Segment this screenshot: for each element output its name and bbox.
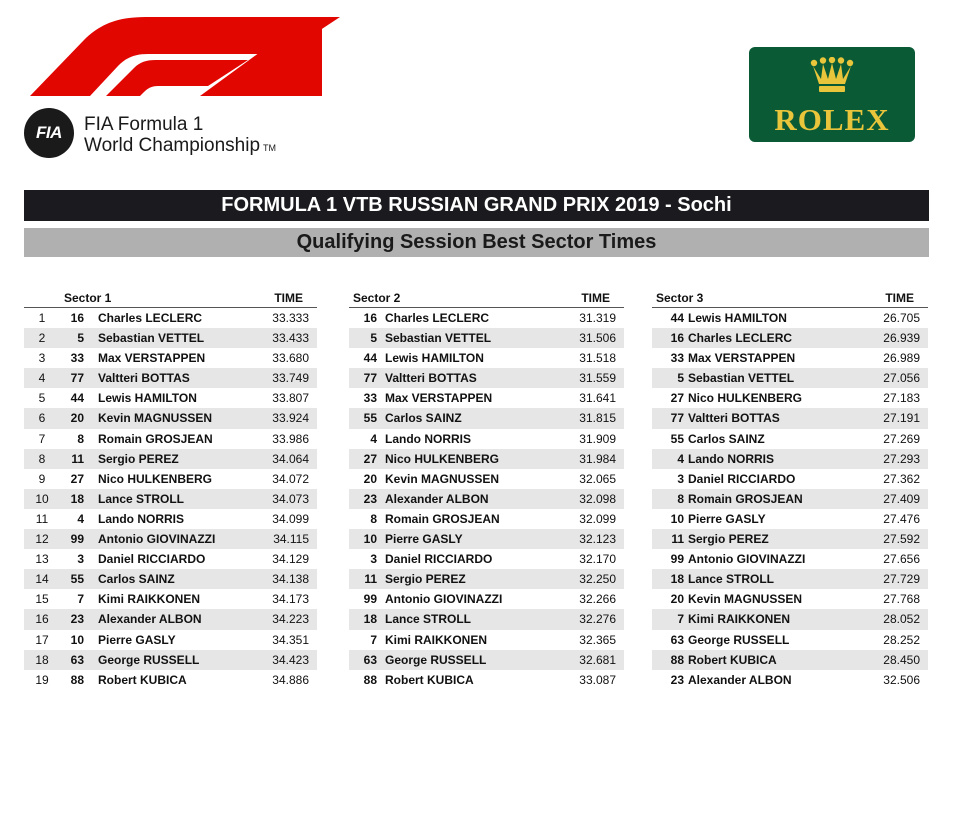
car-number-cell: 20 bbox=[70, 411, 84, 426]
table-row bbox=[652, 589, 928, 609]
time-cell: 27.729 bbox=[883, 572, 920, 587]
position-cell: 8 bbox=[38, 451, 46, 466]
time-cell: 32.170 bbox=[579, 552, 616, 567]
car-number-cell: 3 bbox=[77, 552, 84, 567]
time-cell: 34.073 bbox=[272, 491, 309, 506]
driver-name-cell: Pierre GASLY bbox=[385, 532, 463, 547]
time-cell: 34.115 bbox=[273, 532, 309, 547]
rolex-logo bbox=[749, 47, 915, 142]
time-cell: 33.807 bbox=[272, 391, 309, 406]
position-cell: 11 bbox=[35, 511, 49, 526]
driver-name-cell: Romain GROSJEAN bbox=[385, 511, 500, 526]
driver-name-cell: Sergio PEREZ bbox=[98, 451, 179, 466]
driver-name-cell: Robert KUBICA bbox=[385, 672, 474, 687]
table-row bbox=[652, 308, 928, 328]
sector-name: Sector 2 bbox=[353, 291, 401, 305]
car-number-cell: 77 bbox=[363, 371, 377, 386]
time-cell: 32.123 bbox=[579, 532, 616, 547]
time-cell: 31.319 bbox=[579, 311, 616, 325]
car-number-cell: 7 bbox=[677, 612, 684, 627]
table-row bbox=[24, 549, 317, 569]
table-row bbox=[349, 670, 624, 690]
time-cell: 32.266 bbox=[579, 592, 616, 607]
table-row bbox=[24, 328, 317, 348]
car-number-cell: 99 bbox=[363, 592, 377, 607]
car-number-cell: 3 bbox=[677, 471, 684, 486]
driver-name-cell: Sebastian VETTEL bbox=[98, 331, 205, 346]
time-cell: 27.592 bbox=[883, 532, 920, 547]
time-cell: 27.476 bbox=[883, 511, 920, 526]
time-cell: 32.365 bbox=[579, 632, 616, 647]
driver-name-cell: Romain GROSJEAN bbox=[98, 431, 213, 446]
fia-trademark: TM bbox=[263, 143, 277, 153]
time-cell: 28.450 bbox=[883, 652, 920, 667]
table-row bbox=[349, 388, 624, 408]
table-row bbox=[24, 609, 317, 629]
car-number-cell: 99 bbox=[70, 532, 84, 547]
driver-name-cell: Romain GROSJEAN bbox=[688, 491, 803, 506]
sector-rows bbox=[349, 308, 624, 690]
sector-3-table bbox=[652, 289, 928, 690]
time-cell: 33.087 bbox=[579, 672, 616, 687]
table-row bbox=[24, 469, 317, 489]
driver-name-cell: Lance STROLL bbox=[688, 572, 775, 587]
table-row bbox=[349, 449, 624, 469]
car-number-cell: 8 bbox=[370, 511, 377, 526]
table-row bbox=[652, 348, 928, 368]
position-cell: 17 bbox=[35, 632, 49, 647]
time-cell: 34.223 bbox=[272, 612, 309, 627]
driver-name-cell: Lando NORRIS bbox=[385, 431, 471, 446]
driver-name-cell: Sebastian VETTEL bbox=[385, 331, 492, 346]
fia-branding bbox=[24, 108, 354, 162]
time-cell: 28.252 bbox=[883, 632, 920, 647]
car-number-cell: 4 bbox=[370, 431, 377, 446]
car-number-cell: 23 bbox=[363, 491, 377, 506]
table-row bbox=[652, 429, 928, 449]
driver-name-cell: Kimi RAIKKONEN bbox=[385, 632, 488, 647]
sector-name: Sector 1 bbox=[64, 291, 112, 305]
table-row bbox=[24, 489, 317, 509]
time-cell: 27.293 bbox=[883, 451, 920, 466]
car-number-cell: 20 bbox=[670, 592, 684, 607]
driver-name-cell: Nico HULKENBERG bbox=[688, 391, 803, 406]
time-cell: 33.433 bbox=[272, 331, 309, 346]
time-cell: 32.681 bbox=[579, 652, 616, 667]
table-row bbox=[349, 469, 624, 489]
table-row bbox=[24, 388, 317, 408]
car-number-cell: 55 bbox=[670, 431, 684, 446]
driver-name-cell: George RUSSELL bbox=[385, 652, 487, 667]
table-row bbox=[349, 569, 624, 589]
driver-name-cell: Antonio GIOVINAZZI bbox=[385, 592, 503, 607]
driver-name-cell: Max VERSTAPPEN bbox=[688, 351, 796, 366]
f1-logo-icon bbox=[22, 14, 342, 96]
car-number-cell: 18 bbox=[363, 612, 377, 627]
table-row bbox=[24, 429, 317, 449]
fia-line1: FIA Formula 1 bbox=[84, 114, 204, 135]
driver-name-cell: Lando NORRIS bbox=[688, 451, 774, 466]
table-row bbox=[24, 408, 317, 428]
table-row bbox=[24, 630, 317, 650]
car-number-cell: 27 bbox=[70, 471, 84, 486]
driver-name-cell: Valtteri BOTTAS bbox=[98, 371, 190, 386]
car-number-cell: 18 bbox=[70, 491, 84, 506]
table-row bbox=[652, 449, 928, 469]
driver-name-cell: George RUSSELL bbox=[688, 632, 790, 647]
time-cell: 27.269 bbox=[883, 431, 920, 446]
car-number-cell: 11 bbox=[364, 572, 377, 587]
table-row bbox=[652, 650, 928, 670]
time-cell: 27.191 bbox=[883, 411, 920, 426]
table-row bbox=[24, 650, 317, 670]
time-cell: 27.183 bbox=[883, 391, 920, 406]
table-row bbox=[24, 569, 317, 589]
driver-name-cell: Lewis HAMILTON bbox=[98, 391, 197, 406]
position-cell: 2 bbox=[38, 331, 46, 346]
driver-name-cell: Alexander ALBON bbox=[688, 672, 792, 687]
sector-2-table bbox=[349, 289, 624, 690]
table-row bbox=[652, 388, 928, 408]
car-number-cell: 33 bbox=[70, 351, 84, 366]
car-number-cell: 5 bbox=[370, 331, 377, 346]
driver-name-cell: Lance STROLL bbox=[98, 491, 185, 506]
table-row bbox=[349, 509, 624, 529]
car-number-cell: 7 bbox=[77, 592, 84, 607]
car-number-cell: 10 bbox=[670, 511, 684, 526]
driver-name-cell: Carlos SAINZ bbox=[98, 572, 175, 587]
table-row bbox=[349, 368, 624, 388]
car-number-cell: 99 bbox=[670, 552, 684, 567]
table-row bbox=[349, 489, 624, 509]
driver-name-cell: Sergio PEREZ bbox=[688, 532, 769, 547]
table-row bbox=[652, 630, 928, 650]
car-number-cell: 44 bbox=[363, 351, 377, 366]
time-cell: 31.984 bbox=[579, 451, 616, 466]
driver-name-cell: Kimi RAIKKONEN bbox=[98, 592, 201, 607]
time-cell: 31.506 bbox=[579, 331, 616, 346]
driver-name-cell: Max VERSTAPPEN bbox=[98, 351, 206, 366]
table-row bbox=[652, 328, 928, 348]
table-row bbox=[24, 589, 317, 609]
table-row bbox=[652, 549, 928, 569]
driver-name-cell: Sergio PEREZ bbox=[385, 572, 466, 587]
car-number-cell: 8 bbox=[677, 491, 684, 506]
time-cell: 31.815 bbox=[579, 411, 616, 426]
car-number-cell: 4 bbox=[77, 511, 84, 526]
car-number-cell: 63 bbox=[363, 652, 377, 667]
table-row bbox=[24, 529, 317, 549]
fia-emblem-text: FIA bbox=[36, 123, 62, 142]
table-row bbox=[652, 469, 928, 489]
car-number-cell: 10 bbox=[70, 632, 84, 647]
time-column-header: TIME bbox=[581, 291, 610, 305]
car-number-cell: 23 bbox=[70, 612, 84, 627]
time-cell: 34.064 bbox=[272, 451, 309, 466]
fia-wordmark bbox=[84, 114, 276, 159]
car-number-cell: 55 bbox=[363, 411, 377, 426]
time-cell: 32.506 bbox=[883, 672, 920, 687]
time-column-header: TIME bbox=[274, 291, 303, 305]
driver-name-cell: Daniel RICCIARDO bbox=[98, 552, 206, 567]
driver-name-cell: Lance STROLL bbox=[385, 612, 472, 627]
table-row bbox=[652, 670, 928, 690]
time-cell: 32.250 bbox=[579, 572, 616, 587]
time-cell: 34.138 bbox=[272, 572, 309, 587]
time-cell: 27.768 bbox=[883, 592, 920, 607]
time-cell: 34.886 bbox=[272, 672, 309, 687]
sector-header bbox=[652, 289, 928, 308]
fia-line2: World Championship bbox=[84, 135, 261, 156]
car-number-cell: 88 bbox=[70, 672, 84, 687]
car-number-cell: 8 bbox=[77, 431, 84, 446]
table-row bbox=[652, 509, 928, 529]
sector-name: Sector 3 bbox=[656, 291, 704, 305]
driver-name-cell: Nico HULKENBERG bbox=[98, 471, 213, 486]
table-row bbox=[24, 670, 317, 690]
driver-name-cell: Antonio GIOVINAZZI bbox=[98, 532, 216, 547]
driver-name-cell: Robert KUBICA bbox=[688, 652, 777, 667]
table-row bbox=[24, 368, 317, 388]
time-cell: 33.680 bbox=[272, 351, 309, 366]
position-cell: 9 bbox=[38, 471, 46, 486]
position-cell: 14 bbox=[35, 572, 49, 587]
car-number-cell: 11 bbox=[671, 532, 684, 547]
car-number-cell: 44 bbox=[70, 391, 84, 406]
driver-name-cell: Antonio GIOVINAZZI bbox=[688, 552, 806, 567]
driver-name-cell: Nico HULKENBERG bbox=[385, 451, 500, 466]
time-cell: 32.065 bbox=[579, 471, 616, 486]
time-cell: 27.362 bbox=[883, 471, 920, 486]
driver-name-cell: Lando NORRIS bbox=[98, 511, 184, 526]
car-number-cell: 27 bbox=[363, 451, 377, 466]
car-number-cell: 63 bbox=[70, 652, 84, 667]
driver-name-cell: Kevin MAGNUSSEN bbox=[688, 592, 803, 607]
position-cell: 6 bbox=[38, 411, 46, 426]
position-cell: 3 bbox=[38, 351, 46, 366]
driver-name-cell: Sebastian VETTEL bbox=[688, 371, 795, 386]
driver-name-cell: Robert KUBICA bbox=[98, 672, 187, 687]
position-cell: 1 bbox=[38, 311, 46, 325]
time-cell: 34.423 bbox=[272, 652, 309, 667]
time-cell: 32.099 bbox=[579, 511, 616, 526]
driver-name-cell: Max VERSTAPPEN bbox=[385, 391, 493, 406]
table-row bbox=[349, 308, 624, 328]
driver-name-cell: Lewis HAMILTON bbox=[688, 311, 787, 325]
table-row bbox=[24, 308, 317, 328]
position-cell: 10 bbox=[35, 491, 49, 506]
table-row bbox=[652, 489, 928, 509]
position-cell: 19 bbox=[35, 672, 49, 687]
table-row bbox=[652, 368, 928, 388]
table-row bbox=[24, 348, 317, 368]
car-number-cell: 16 bbox=[70, 311, 84, 325]
driver-name-cell: Charles LECLERC bbox=[688, 331, 793, 346]
position-cell: 5 bbox=[38, 391, 46, 406]
car-number-cell: 11 bbox=[71, 451, 84, 466]
driver-name-cell: Charles LECLERC bbox=[385, 311, 490, 325]
time-cell: 34.129 bbox=[272, 552, 309, 567]
time-cell: 33.986 bbox=[272, 431, 309, 446]
table-row bbox=[652, 408, 928, 428]
sector-1-table bbox=[24, 289, 317, 690]
car-number-cell: 33 bbox=[670, 351, 684, 366]
table-row bbox=[349, 630, 624, 650]
time-cell: 34.099 bbox=[272, 511, 309, 526]
car-number-cell: 27 bbox=[670, 391, 684, 406]
sector-header bbox=[349, 289, 624, 308]
car-number-cell: 88 bbox=[670, 652, 684, 667]
table-row bbox=[349, 549, 624, 569]
car-number-cell: 20 bbox=[363, 471, 377, 486]
driver-name-cell: Daniel RICCIARDO bbox=[688, 471, 796, 486]
time-cell: 32.098 bbox=[579, 491, 616, 506]
driver-name-cell: Kevin MAGNUSSEN bbox=[98, 411, 213, 426]
car-number-cell: 10 bbox=[363, 532, 377, 547]
time-cell: 34.351 bbox=[272, 632, 309, 647]
table-row bbox=[349, 650, 624, 670]
position-cell: 15 bbox=[35, 592, 49, 607]
table-row bbox=[652, 529, 928, 549]
time-cell: 31.641 bbox=[579, 391, 616, 406]
car-number-cell: 7 bbox=[370, 632, 377, 647]
time-cell: 31.559 bbox=[579, 371, 616, 386]
driver-name-cell: Carlos SAINZ bbox=[688, 431, 765, 446]
car-number-cell: 44 bbox=[670, 311, 684, 325]
sector-rows bbox=[24, 308, 317, 690]
time-cell: 33.333 bbox=[272, 311, 309, 325]
position-cell: 4 bbox=[38, 371, 46, 386]
car-number-cell: 3 bbox=[370, 552, 377, 567]
crown-icon bbox=[810, 57, 854, 93]
car-number-cell: 16 bbox=[363, 311, 377, 325]
driver-name-cell: Daniel RICCIARDO bbox=[385, 552, 493, 567]
time-cell: 27.409 bbox=[883, 491, 920, 506]
time-cell: 34.072 bbox=[272, 471, 309, 486]
table-row bbox=[349, 589, 624, 609]
time-column-header: TIME bbox=[885, 291, 914, 305]
table-row bbox=[24, 509, 317, 529]
rolex-wordmark: ROLEX bbox=[774, 102, 890, 137]
time-cell: 32.276 bbox=[579, 612, 616, 627]
car-number-cell: 63 bbox=[670, 632, 684, 647]
table-row bbox=[349, 609, 624, 629]
driver-name-cell: Valtteri BOTTAS bbox=[688, 411, 780, 426]
time-cell: 31.909 bbox=[579, 431, 616, 446]
car-number-cell: 16 bbox=[670, 331, 684, 346]
driver-name-cell: Alexander ALBON bbox=[385, 491, 489, 506]
time-cell: 33.924 bbox=[272, 411, 309, 426]
table-row bbox=[24, 449, 317, 469]
position-cell: 13 bbox=[35, 552, 49, 567]
position-cell: 18 bbox=[35, 652, 49, 667]
car-number-cell: 23 bbox=[670, 672, 684, 687]
car-number-cell: 5 bbox=[677, 371, 684, 386]
car-number-cell: 77 bbox=[670, 411, 684, 426]
time-cell: 27.656 bbox=[883, 552, 920, 567]
table-row bbox=[652, 609, 928, 629]
time-cell: 33.749 bbox=[272, 371, 309, 386]
table-row bbox=[652, 569, 928, 589]
time-cell: 34.173 bbox=[272, 592, 309, 607]
table-row bbox=[349, 328, 624, 348]
driver-name-cell: Pierre GASLY bbox=[98, 632, 176, 647]
car-number-cell: 5 bbox=[77, 331, 84, 346]
sector-header bbox=[24, 289, 317, 308]
table-row bbox=[349, 529, 624, 549]
driver-name-cell: Kevin MAGNUSSEN bbox=[385, 471, 500, 486]
page-title: FORMULA 1 VTB RUSSIAN GRAND PRIX 2019 - Sochi bbox=[24, 190, 929, 221]
position-cell: 7 bbox=[38, 431, 46, 446]
time-cell: 26.939 bbox=[883, 331, 920, 346]
fia-emblem-icon bbox=[24, 108, 74, 158]
car-number-cell: 55 bbox=[70, 572, 84, 587]
position-cell: 16 bbox=[35, 612, 49, 627]
position-cell: 12 bbox=[35, 532, 49, 547]
time-cell: 27.056 bbox=[883, 371, 920, 386]
sector-rows bbox=[652, 308, 928, 690]
driver-name-cell: Valtteri BOTTAS bbox=[385, 371, 477, 386]
car-number-cell: 77 bbox=[70, 371, 84, 386]
page-subtitle: Qualifying Session Best Sector Times bbox=[24, 228, 929, 257]
driver-name-cell: Lewis HAMILTON bbox=[385, 351, 484, 366]
table-row bbox=[349, 408, 624, 428]
driver-name-cell: Charles LECLERC bbox=[98, 311, 203, 325]
driver-name-cell: Pierre GASLY bbox=[688, 511, 766, 526]
car-number-cell: 4 bbox=[677, 451, 684, 466]
driver-name-cell: Carlos SAINZ bbox=[385, 411, 462, 426]
driver-name-cell: Alexander ALBON bbox=[98, 612, 202, 627]
table-row bbox=[349, 429, 624, 449]
driver-name-cell: George RUSSELL bbox=[98, 652, 200, 667]
time-cell: 31.518 bbox=[579, 351, 616, 366]
car-number-cell: 33 bbox=[363, 391, 377, 406]
time-cell: 26.705 bbox=[883, 311, 920, 325]
driver-name-cell: Kimi RAIKKONEN bbox=[688, 612, 791, 627]
table-row bbox=[349, 348, 624, 368]
time-cell: 28.052 bbox=[883, 612, 920, 627]
car-number-cell: 18 bbox=[670, 572, 684, 587]
time-cell: 26.989 bbox=[883, 351, 920, 366]
car-number-cell: 88 bbox=[363, 672, 377, 687]
